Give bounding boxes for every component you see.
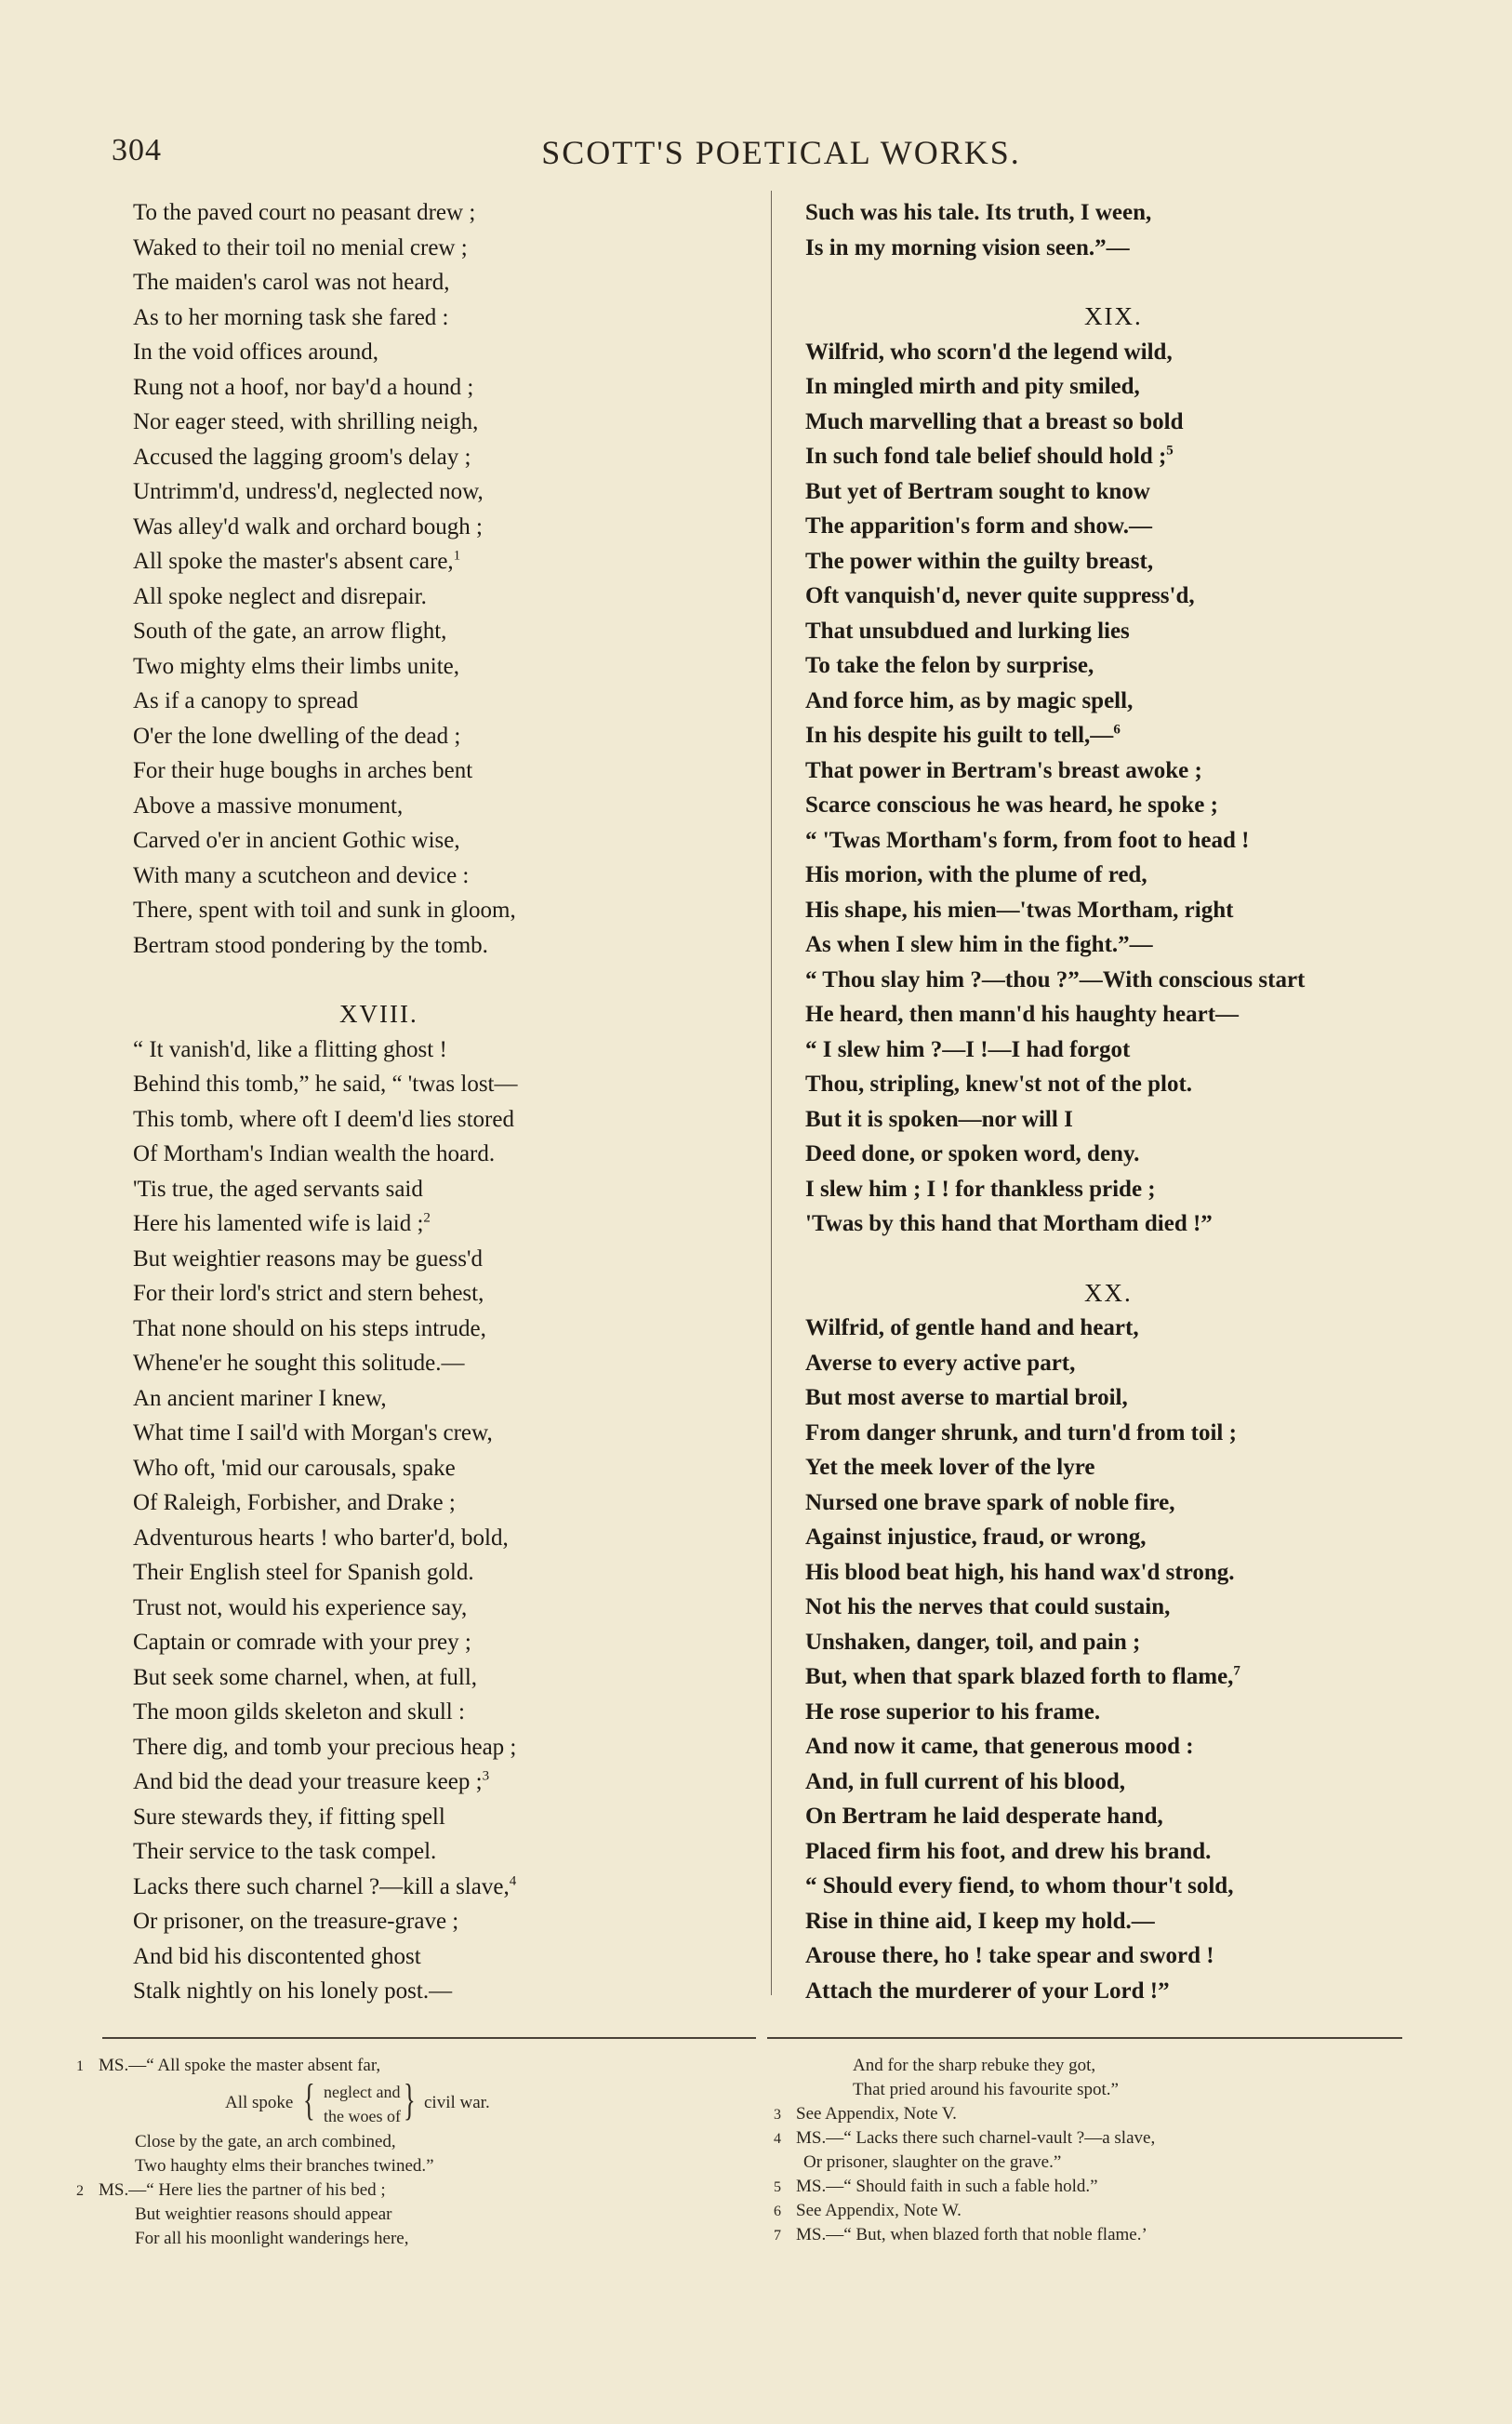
footnote-text: MS.—“ Lacks there such charnel-vault ?—a slave,: [796, 2128, 1156, 2148]
poem-line: All spoke neglect and disrepair.: [133, 583, 427, 609]
footnote-rule-left: [102, 2037, 756, 2039]
poem-line: Arouse there, ho ! take spear and sword !: [805, 1943, 1214, 1968]
footnote-number: 4: [774, 2131, 781, 2147]
poem-line: [805, 718, 1419, 753]
footnote-marker: 3: [482, 1768, 490, 1784]
footnote-1-variant: [76, 2075, 746, 2130]
poem-line: “ I slew him ?—I !—I had forgot: [805, 1036, 1131, 1062]
poem-line-text: All spoke the master's absent care,: [133, 549, 454, 574]
poem-line: Whene'er he sought this solitude.—: [133, 1351, 465, 1376]
page-header: [112, 133, 1413, 180]
poem-line: Carved o'er in ancient Gothic wise,: [133, 828, 460, 853]
poem-line: That none should on his steps intrude,: [133, 1315, 486, 1341]
poem-line: In mingled mirth and pity smiled,: [805, 374, 1140, 399]
footnote-line: For all his moonlight wanderings here,: [135, 2229, 409, 2248]
footnote-line: That pried around his favourite spot.”: [853, 2080, 1119, 2099]
footnote-text: MS.—“ Should faith in such a fable hold.”: [796, 2177, 1098, 2196]
footnote-text: See Appendix, Note V.: [796, 2104, 957, 2124]
footnote-marker: 6: [1113, 722, 1121, 738]
footnote-number: 3: [774, 2107, 781, 2123]
poem-line: O'er the lone dwelling of the dead ;: [133, 723, 461, 749]
running-title: SCOTT'S POETICAL WORKS.: [541, 134, 1021, 171]
poem-line: In the void offices around,: [133, 340, 379, 365]
poem-line: And now it came, that generous mood :: [805, 1734, 1194, 1759]
poem-line: He rose superior to his frame.: [805, 1698, 1101, 1725]
poem-line: Or prisoner, on the treasure-grave ;: [133, 1909, 459, 1934]
poem-line: Captain or comrade with your prey ;: [133, 1630, 471, 1655]
poem-line: For their huge boughs in arches bent: [133, 758, 473, 783]
poem-line: Behind this tomb,” he said, “ 'twas lost—: [133, 1072, 518, 1097]
poem-line: Was alley'd walk and orchard bough ;: [133, 513, 483, 539]
poem-line: Adventurous hearts ! who barter'd, bold,: [133, 1525, 509, 1551]
footnote-text: MS.—“ Here lies the partner of his bed ;: [99, 2180, 386, 2200]
poem-line: With many a scutcheon and device :: [133, 862, 470, 888]
poem-line: Averse to every active part,: [805, 1350, 1076, 1376]
poem-line: South of the gate, an arrow flight,: [133, 619, 447, 644]
footnote-line: Close by the gate, an arch combined,: [135, 2132, 396, 2151]
poem-line: As when I slew him in the fight.”—: [805, 932, 1153, 957]
footnote-number: 5: [774, 2179, 781, 2195]
poem-line: He heard, then mann'd his haughty heart—: [805, 1002, 1240, 1027]
poem-line: Untrimm'd, undress'd, neglected now,: [133, 479, 484, 504]
poem-line: “ Thou slay him ?—thou ?”—With conscious start: [805, 966, 1306, 992]
poem-line: The apparition's form and show.—: [805, 513, 1152, 539]
poem-line: Attach the murderer of your Lord !”: [805, 1978, 1170, 2004]
footnotes-right: [774, 2054, 1425, 2247]
poem-line: This tomb, where oft I deem'd lies stored: [133, 1106, 514, 1132]
footnote-2: [76, 2178, 746, 2203]
footnote-text: See Appendix, Note W.: [796, 2201, 962, 2220]
poem-line: Their service to the task compel.: [133, 1839, 437, 1864]
poem-line: The moon gilds skeleton and skull :: [133, 1699, 465, 1725]
footnote-5: [774, 2175, 1425, 2199]
footnote-marker: 7: [1233, 1663, 1240, 1679]
poem-line: Accused the lagging groom's delay ;: [133, 444, 471, 470]
poem-line: From danger shrunk, and turn'd from toil ;: [805, 1419, 1237, 1445]
poem-line: I slew him ; I ! for thankless pride ;: [805, 1176, 1156, 1202]
poem-line: [805, 1659, 1419, 1695]
footnote-7: [774, 2223, 1425, 2247]
poem-line: [133, 1765, 775, 1800]
poem-line: An ancient mariner I knew,: [133, 1385, 387, 1411]
footnote-marker: 2: [423, 1210, 431, 1226]
footnote-3: [774, 2102, 1425, 2126]
poem-line: There dig, and tomb your precious heap ;: [133, 1734, 517, 1760]
poem-line: Stalk nightly on his lonely post.—: [133, 1978, 453, 2004]
left-brace-glyph: {: [303, 2075, 315, 2124]
footnote-line: And for the sharp rebuke they got,: [853, 2056, 1096, 2075]
footnote-number: 6: [774, 2204, 781, 2219]
stanza-heading-xviii: XVIII.: [339, 1000, 418, 1028]
footnote-6: [774, 2199, 1425, 2223]
poem-line: [133, 1870, 775, 1905]
right-column: [805, 195, 1419, 2008]
poem-line: 'Twas by this hand that Mortham died !”: [805, 1211, 1213, 1236]
poem-line: Of Raleigh, Forbisher, and Drake ;: [133, 1490, 456, 1515]
footnotes-left: [76, 2054, 746, 2251]
poem-line: Nor eager steed, with shrilling neigh,: [133, 409, 479, 434]
poem-line-text: And bid the dead your treasure keep ;: [133, 1769, 483, 1794]
poem-line: Wilfrid, who scorn'd the legend wild,: [805, 339, 1173, 365]
poem-line: For their lord's strict and stern behest,: [133, 1281, 484, 1306]
poem-line: Their English steel for Spanish gold.: [133, 1560, 474, 1585]
poem-line: What time I sail'd with Morgan's crew,: [133, 1420, 493, 1445]
poem-line: But yet of Bertram sought to know: [805, 478, 1150, 504]
poem-line: But weightier reasons may be guess'd: [133, 1245, 483, 1272]
poem-line: Waked to their toil no menial crew ;: [133, 234, 468, 260]
poem-line: Bertram stood pondering by the tomb.: [133, 932, 488, 958]
poem-line: On Bertram he laid desperate hand,: [805, 1804, 1163, 1829]
footnote-line: Or prisoner, slaughter on the grave.”: [803, 2152, 1062, 2172]
footnote-number: 1: [76, 2058, 84, 2074]
poem-line-text: In such fond tale belief should hold ;: [805, 444, 1167, 469]
footnote-number: 2: [76, 2183, 84, 2199]
poem-line: That unsubdued and lurking lies: [805, 618, 1130, 644]
poem-line-text: Lacks there such charnel ?—kill a slave,: [133, 1873, 510, 1899]
poem-line: But most averse to martial broil,: [805, 1385, 1128, 1410]
poem-line: Rung not a hoof, nor bay'd a hound ;: [133, 374, 474, 400]
poem-line: Two mighty elms their limbs unite,: [133, 653, 460, 679]
poem-line: But it is spoken—nor will I: [805, 1106, 1073, 1132]
poem-line: To take the felon by surprise,: [805, 653, 1094, 678]
footnote-text: MS.—“ But, when blazed forth that noble flame.’: [796, 2225, 1147, 2244]
poem-line: Such was his tale. Its truth, I ween,: [805, 200, 1152, 225]
poem-line: Who oft, 'mid our carousals, spake: [133, 1455, 456, 1481]
poem-line-text: Here his lamented wife is laid ;: [133, 1211, 424, 1236]
poem-line: Deed done, or spoken word, deny.: [805, 1141, 1140, 1166]
poem-line: Sure stewards they, if fitting spell: [133, 1804, 445, 1830]
poem-line: Unshaken, danger, toil, and pain ;: [805, 1629, 1141, 1655]
footnote-marker: 4: [509, 1873, 517, 1889]
footnote-number: 7: [774, 2228, 781, 2244]
poem-line: Rise in thine aid, I keep my hold.—: [805, 1908, 1155, 1934]
poem-line: Thou, stripling, knew'st not of the plot.: [805, 1072, 1193, 1097]
stanza-heading-xix: XIX.: [1084, 302, 1143, 330]
poem-line: Much marvelling that a breast so bold: [805, 408, 1184, 434]
left-column: [133, 195, 775, 2009]
footnote-4: [774, 2126, 1425, 2151]
poem-line: [133, 544, 775, 579]
poem-line: There, spent with toil and sunk in gloom,: [133, 898, 516, 923]
footnote-line: But weightier reasons should appear: [135, 2204, 392, 2224]
poem-line: As if a canopy to spread: [133, 688, 359, 713]
poem-line: “ It vanish'd, like a flitting ghost !: [133, 1036, 447, 1062]
poem-line: Placed firm his foot, and drew his brand.: [805, 1838, 1212, 1864]
right-brace-glyph: }: [404, 2075, 416, 2124]
stanza-heading-xx: XX.: [1084, 1278, 1133, 1307]
poem-line: To the paved court no peasant drew ;: [133, 200, 476, 225]
poem-line: Yet the meek lover of the lyre: [805, 1455, 1095, 1480]
poem-line: Scarce conscious he was heard, he spoke ;: [805, 792, 1218, 818]
poem-line: But seek some charnel, when, at full,: [133, 1664, 478, 1690]
poem-line: Oft vanquish'd, never quite suppress'd,: [805, 583, 1195, 608]
poem-line: Is in my morning vision seen.”—: [805, 234, 1130, 260]
footnote-text: neglect and: [324, 2083, 401, 2101]
poem-line: And bid his discontented ghost: [133, 1943, 421, 1969]
poem-line: And, in full current of his blood,: [805, 1768, 1126, 1794]
footnote-text: All spoke: [225, 2093, 294, 2112]
poem-line: [805, 439, 1419, 474]
poem-line: 'Tis true, the aged servants said: [133, 1176, 423, 1202]
footnote-rule-right: [767, 2037, 1402, 2039]
poem-line: His blood beat high, his hand wax'd strong.: [805, 1559, 1235, 1585]
poem-line: Wilfrid, of gentle hand and heart,: [805, 1315, 1139, 1340]
poem-line-text: In his despite his guilt to tell,—: [805, 723, 1114, 748]
column-divider: [771, 191, 772, 1995]
poem-line: “ Should every fiend, to whom thour't sold,: [805, 1873, 1234, 1898]
poem-line: As to her morning task she fared :: [133, 304, 449, 330]
poem-line: His morion, with the plume of red,: [805, 862, 1147, 887]
poem-line: “ 'Twas Mortham's form, from foot to head !: [805, 827, 1250, 853]
poem-line: Not his the nerves that could sustain,: [805, 1594, 1171, 1619]
poem-line: His shape, his mien—'twas Mortham, right: [805, 897, 1234, 923]
footnote-marker: 5: [1166, 443, 1174, 459]
poem-line: The maiden's carol was not heard,: [133, 270, 450, 295]
poem-line: Of Mortham's Indian wealth the hoard.: [133, 1141, 496, 1166]
poem-line: Against injustice, fraud, or wrong,: [805, 1525, 1147, 1550]
page-number: 304: [112, 133, 162, 167]
footnote-text: the woes of: [324, 2107, 401, 2125]
footnote-line: Two haughty elms their branches twined.”: [135, 2156, 434, 2176]
poem-line: The power within the guilty breast,: [805, 548, 1154, 574]
poem-line: That power in Bertram's breast awoke ;: [805, 757, 1202, 783]
poem-line: [133, 1206, 775, 1242]
poem-line: And force him, as by magic spell,: [805, 687, 1134, 713]
footnote-text: MS.—“ All spoke the master absent far,: [99, 2056, 381, 2075]
footnote-marker: 1: [453, 548, 461, 564]
footnote-text: civil war.: [424, 2093, 490, 2112]
poem-line-text: But, when that spark blazed forth to flame,: [805, 1664, 1234, 1689]
poem-line: Trust not, would his experience say,: [133, 1594, 468, 1620]
poem-line: Above a massive monument,: [133, 792, 404, 819]
poem-line: Nursed one brave spark of noble fire,: [805, 1489, 1175, 1515]
